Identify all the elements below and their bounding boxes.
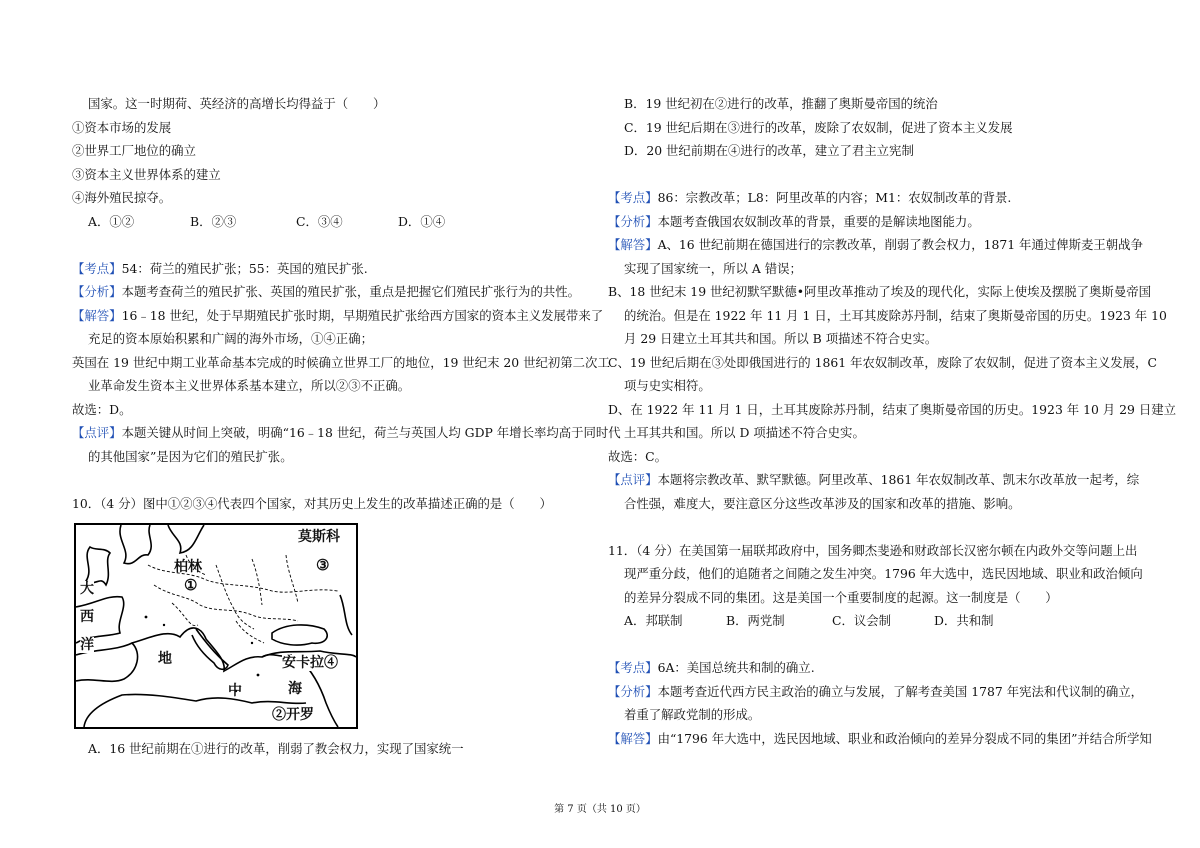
q11-jieda-1: 由“1796 年大选中，选民因地域、职业和政治倾向的差异分裂成不同的集团”并结合所学知 (657, 730, 1152, 746)
q9-jieda-4: 业革命发生资本主义世界体系基本建立，所以②③不正确。 (88, 378, 411, 393)
q11-fenxi-tag: 【分析】 (608, 683, 658, 699)
map-label-atlantic-yang: 洋 (80, 637, 94, 653)
q10-jieda-tag: 【解答】 (608, 237, 658, 252)
q9-jieda-tag: 【解答】 (72, 307, 122, 323)
q9-jieda-2: 充足的资本原始积累和广阔的海外市场，①④正确； (88, 331, 373, 346)
q10-answer: 故选：C。 (608, 448, 668, 464)
q9-option-d: D．①④ (398, 213, 446, 229)
q10-option-c: C．19 世纪后期在③进行的改革，废除了农奴制，促进了资本主义发展 (624, 119, 1013, 135)
q9-dianping-1: 本题关键从时间上突破，明确“16﹣18 世纪，荷兰与英国人均 GDP 年增长率均高于同时代 (121, 425, 621, 440)
q9-option-a: A．①② (88, 213, 135, 229)
q10-dianping-2: 合性强，难度大，要注意区分这些改革涉及的国家和改革的措施、影响。 (624, 495, 1021, 511)
q9-fenxi-tag: 【分析】 (72, 284, 122, 299)
q9-jieda-1: 16﹣18 世纪，处于早期殖民扩张时期，早期殖民扩张给西方国家的资本主义发展带来了 (121, 307, 604, 323)
q9-kaodian-tag: 【考点】 (72, 260, 122, 276)
map-label-country-3: ③ (316, 556, 330, 574)
map-label-atlantic-xi: 西 (80, 609, 94, 625)
q11-option-d: D．共和制 (934, 613, 994, 628)
q9-item-2: ②世界工厂地位的确立 (72, 143, 196, 158)
q9-option-c: C．③④ (296, 213, 343, 229)
q9-options (72, 210, 592, 234)
q10-jieda-2: 实现了国家统一，所以 A 错误； (624, 260, 802, 276)
map-label-ankara: 安卡拉④ (282, 655, 338, 671)
q10-d-1: D、在 1922 年 11 月 1 日，土耳其废除苏丹制，结束了奥斯曼帝国的历史。1923 年 10 月 29 日建立 (608, 401, 1177, 417)
q10-b-1: B、18 世纪末 19 世纪初默罕默德•阿里改革推动了埃及的现代化，实际上使埃及摆脱了奥斯曼帝国 (608, 284, 1151, 299)
q9-option-b: B．②③ (190, 213, 237, 229)
q10-kaodian: 86：宗教改革；L8：阿里改革的内容；M1：农奴制改革的背景. (657, 190, 1012, 205)
q10-dianping-tag: 【点评】 (608, 472, 658, 487)
q11-options (608, 609, 1130, 633)
q9-answer: 故选：D。 (72, 401, 132, 417)
map-label-cairo: ②开罗 (272, 707, 314, 723)
q11-option-a: A．邦联制 (624, 613, 683, 628)
page-footer: 第 7 页（共 10 页） (554, 804, 646, 815)
q9-jieda-3: 英国在 19 世纪中期工业革命基本完成的时候确立世界工厂的地位，19 世纪末 20 世纪初第二次工 (72, 354, 610, 370)
q9-item-4: ④海外殖民掠夺。 (72, 190, 172, 205)
q10-option-d: D．20 世纪前期在④进行的改革，建立了君主立宪制 (624, 143, 914, 158)
q10-option-a: A．16 世纪前期在①进行的改革，削弱了教会权力，实现了国家统一 (88, 741, 464, 756)
q9-fenxi: 本题考查荷兰的殖民扩张、英国的殖民扩张，重点是把握它们殖民扩张行为的共性。 (121, 284, 581, 299)
q11-stem-2: 现严重分歧，他们的追随者之间随之发生冲突。1796 年大选中，选民因地域、职业和政治倾向 (624, 566, 1143, 581)
q10-stem: 10．（4 分）图中①②③④代表四个国家，对其历史上发生的改革描述正确的是（ ） (72, 495, 552, 511)
q11-fenxi-1: 本题考查近代西方民主政治的确立与发展，了解考查美国 1787 年宪法和代议制的确立， (657, 683, 1144, 699)
q11-option-c: C．议会制 (832, 613, 892, 628)
q11-fenxi-2: 着重了解政党制的形成。 (624, 707, 761, 722)
q9-item-1: ①资本市场的发展 (72, 119, 172, 135)
q10-b-2: 的统治。但是在 1922 年 11 月 1 日，土耳其废除苏丹制，结束了奥斯曼帝国的历史。1923 年 10 (624, 307, 1167, 323)
q10-b-3: 月 29 日建立土耳其共和国。所以 B 项描述不符合史实。 (624, 331, 938, 346)
map-label-med-zhong: 中 (228, 683, 242, 699)
q10-option-b: B．19 世纪初在②进行的改革，推翻了奥斯曼帝国的统治 (624, 96, 938, 111)
map-label-atlantic-da: 大 (80, 581, 94, 597)
q9-item-3: ③资本主义世界体系的建立 (72, 166, 221, 182)
q11-option-b: B．两党制 (726, 613, 785, 628)
map-label-country-1: ① (184, 576, 198, 594)
europe-map (74, 523, 358, 729)
q10-c-2: 项与史实相符。 (624, 378, 711, 393)
q9-dianping-tag: 【点评】 (72, 425, 122, 440)
q11-stem-1: 11．（4 分）在美国第一届联邦政府中，国务卿杰斐逊和财政部长汉密尔顿在内政外交等问题上出 (608, 542, 1138, 558)
q9-stem-tail: 国家。这一时期荷、英经济的高增长均得益于（ ） (88, 96, 386, 111)
q11-stem-3: 的差异分裂成不同的集团。这是美国一个重要制度的起源。这一制度是（ ） (624, 589, 1058, 605)
q11-jieda-tag: 【解答】 (608, 730, 658, 746)
q10-jieda-1: A、16 世纪前期在德国进行的宗教改革，削弱了教会权力，1871 年通过俾斯麦王朝战争 (657, 237, 1143, 252)
map-outline (76, 525, 356, 727)
q10-fenxi: 本题考查俄国农奴制改革的背景，重要的是解读地图能力。 (657, 213, 980, 229)
q10-d-2: 土耳其共和国。所以 D 项描述不符合史实。 (624, 425, 865, 440)
map-label-med-di: 地 (158, 651, 172, 667)
q11-kaodian: 6A：美国总统共和制的确立. (657, 660, 815, 675)
left-column (72, 92, 621, 761)
q10-dianping-1: 本题将宗教改革、默罕默德。阿里改革、1861 年农奴制改革、凯末尔改革放一起考，综 (657, 472, 1140, 487)
q10-fenxi-tag: 【分析】 (608, 213, 658, 229)
q9-dianping-2: 的其他国家”是因为它们的殖民扩张。 (88, 448, 293, 464)
map-label-moscow: 莫斯科 (298, 529, 340, 545)
map-label-berlin: 柏林 (174, 559, 202, 575)
q9-kaodian: 54：荷兰的殖民扩张；55：英国的殖民扩张. (121, 260, 368, 276)
q11-kaodian-tag: 【考点】 (608, 660, 658, 675)
q10-kaodian-tag: 【考点】 (608, 190, 658, 205)
q10-c-1: C、19 世纪后期在③处即俄国进行的 1861 年农奴制改革，废除了农奴制，促进了资本主义发展，C (608, 354, 1157, 370)
right-column (608, 92, 1177, 750)
map-label-med-hai: 海 (288, 681, 302, 697)
